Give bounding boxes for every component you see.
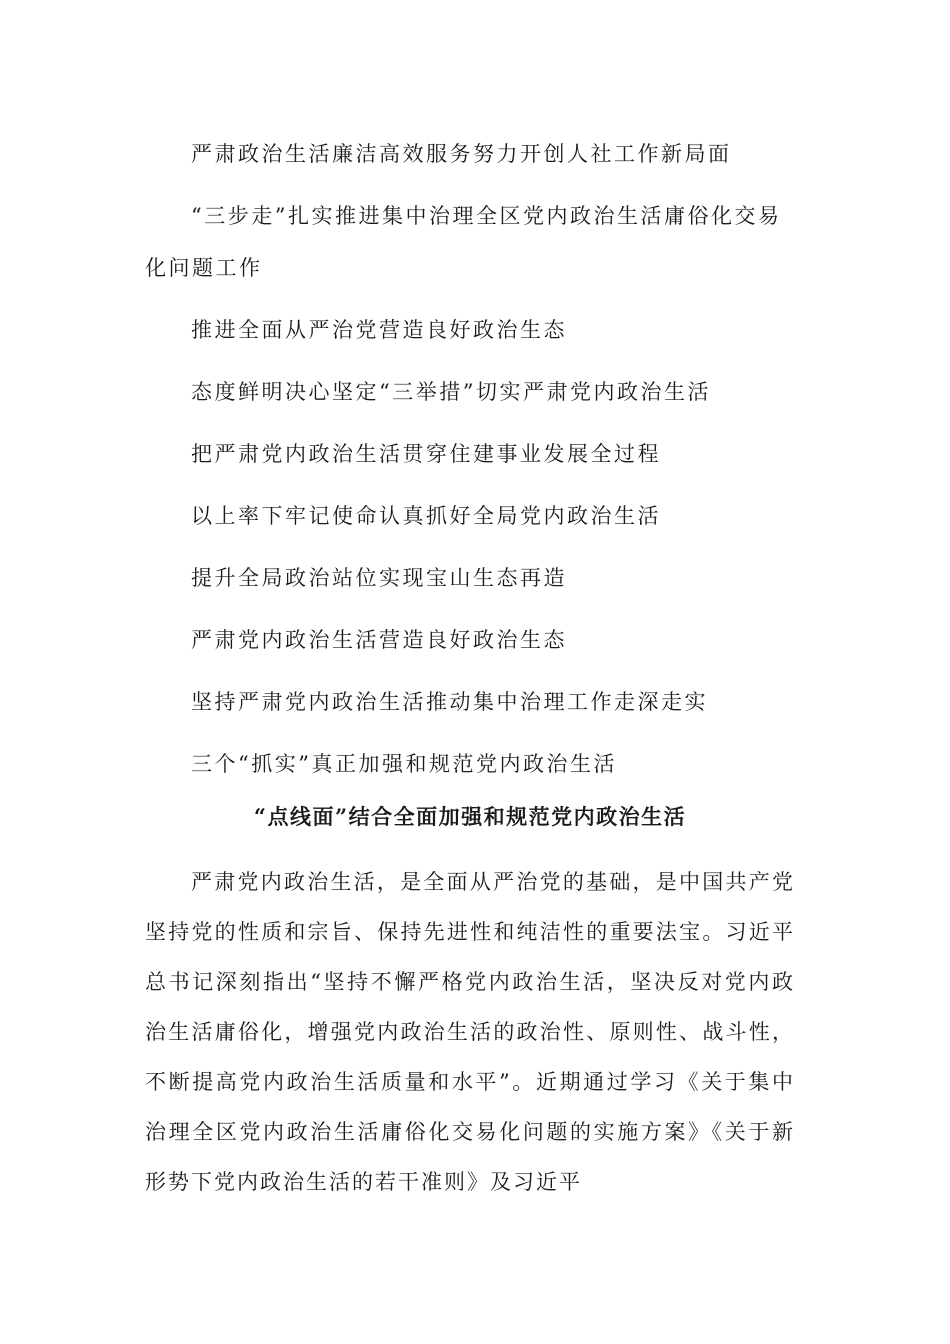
table-of-contents (145, 128, 795, 800)
toc-item: “三步走”扎实推进集中治理全区党内政治生活庸俗化交易化问题工作 (145, 204, 782, 280)
toc-item: 严肃党内政治生活营造良好政治生态 (191, 628, 567, 652)
toc-item: 态度鲜明决心坚定“三举措”切实严肃党内政治生活 (191, 380, 711, 404)
article-body-paragraph: 严肃党内政治生活，是全面从严治党的基础，是中国共产党坚持党的性质和宗旨、保持先进性和纯洁性的重要法宝。习近平总书记深刻指出“坚持不懈严格党内政治生活，坚决反对党内政治生活庸俗化，增强党内政治生活的政治性、原则性、战斗性，不断提高党内政治生活质量和水平”。近期通过学习《关于集中治理全区党内政治生活庸俗化交易化问题的实施方案》《关于新形势下党内政治生活的若干准则》及习近平 (145, 870, 795, 1194)
toc-item: 以上率下牢记使命认真抓好全局党内政治生活 (191, 504, 661, 528)
toc-item: 坚持严肃党内政治生活推动集中治理工作走深走实 (191, 690, 708, 714)
toc-item: 提升全局政治站位实现宝山生态再造 (191, 566, 567, 590)
toc-item: 推进全面从严治党营造良好政治生态 (191, 318, 567, 342)
toc-item: 把严肃党内政治生活贯穿住建事业发展全过程 (191, 442, 661, 466)
toc-item: 严肃政治生活廉洁高效服务努力开创人社工作新局面 (191, 142, 732, 166)
toc-item: 三个“抓实”真正加强和规范党内政治生活 (191, 752, 617, 776)
article-title: “点线面”结合全面加强和规范党内政治生活 (253, 804, 687, 829)
